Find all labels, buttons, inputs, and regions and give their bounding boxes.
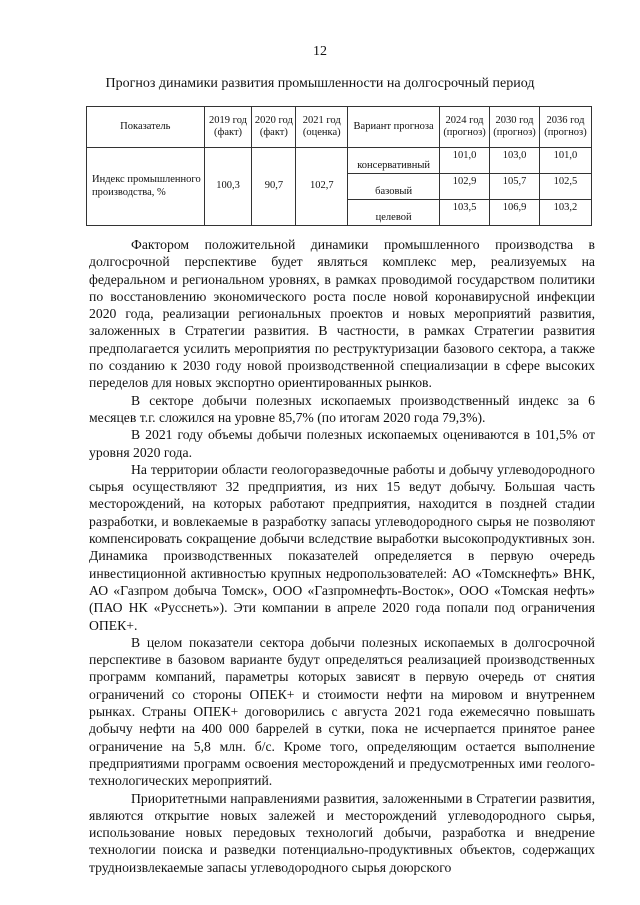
value-2020: 90,7 <box>252 148 296 226</box>
value-2036-target: 103,2 <box>539 200 591 226</box>
forecast-table <box>86 106 592 226</box>
header-2020: 2020 год (факт) <box>252 107 296 148</box>
value-2021: 102,7 <box>296 148 348 226</box>
value-2019: 100,3 <box>204 148 252 226</box>
body-text <box>89 236 595 876</box>
table-header-row <box>87 107 592 148</box>
header-2030: 2030 год (прогноз) <box>490 107 540 148</box>
indicator-name: Индекс промышленного производства, % <box>87 148 205 226</box>
variant-target: целевой <box>348 200 440 226</box>
table-title: Прогноз динамики развития промышленности на долгосрочный период <box>105 76 535 91</box>
header-2036: 2036 год (прогноз) <box>539 107 591 148</box>
variant-conservative: консервативный <box>348 148 440 174</box>
header-indicator: Показатель <box>87 107 205 148</box>
value-2030-target: 106,9 <box>490 200 540 226</box>
paragraph: В 2021 году объемы добычи полезных ископаемых оцениваются в 101,5% от уровня 2020 года. <box>89 427 595 460</box>
paragraph: Фактором положительной динамики промышленного производства в долгосрочной перспективе будет являться комплекс мер, реализуемых на федеральном и региональном уровнях, в рамках проводимой государством политики по восстановлению экономического роста после новой коронавирусной инфекции 2020 года, реализации региональных проектов и новых мероприятий развития, заложенных в Стратегии развития. В частности, в рамках Стратегии развития предполагается усилить мероприятия по реструктуризации базового сектора, а также по созданию к 2030 году новой производственной специализации в сфере высоких переделов для новых экспортно ориентированных рынков. <box>89 237 595 391</box>
value-2024-base: 102,9 <box>440 174 490 200</box>
table-row <box>87 148 592 174</box>
paragraph: Приоритетными направлениями развития, заложенными в Стратегии развития, являются открытие новых залежей и месторождений углеводородного сырья, использование новых передовых технологий добычи, разработка и внедрение технологии поиска и разведки потенциально-продуктивных объектов, содержащих трудноизвлекаемые запасы углеводородного сырья доюрского <box>89 790 595 875</box>
value-2030-base: 105,7 <box>490 174 540 200</box>
header-2021: 2021 год (оценка) <box>296 107 348 148</box>
paragraph: В целом показатели сектора добычи полезных ископаемых в долгосрочной перспективе в базовом варианте будут определяться реализацией производственных программ компаний, параметры которых зависят в первую очередь от снятия ограничений со стороны ОПЕК+ и стоимости нефти на мировом и внутреннем рынках. Страны ОПЕК+ договорились с августа 2021 года ежемесячно повышать добычу нефти на 400 000 баррелей в сутки, пока не исчерпается принятое ранее ограничение на 5,8 млн. б/с. Кроме того, определяющим остается выполнение предприятиями программ освоения месторождений и предусмотренных ими геолого-технологических мероприятий. <box>89 634 595 789</box>
variant-base: базовый <box>348 174 440 200</box>
paragraph: На территории области геологоразведочные работы и добычу углеводородного сырья осуществляют 32 предприятия, из них 15 ведут добычу. Большая часть месторождений, на которых работают предприятия, находится в поздней стадии разработки, и вовлекаемые в разработку запасы углеводородного сырья не позволяют компенсировать сокращение добычи вследствие выработки высокопродуктивных зон. Динамика производственных показателей определяется в первую очередь инвестиционной активностью крупных недропользователей: АО «Томскнефть» ВНК, АО «Газпром добыча Томск», ООО «Газпромнефть-Восток», ООО «Томская нефть» (ПАО НК «Русснеть»). Эти компании в апреле 2020 года попали под ограничения ОПЕК+. <box>89 461 595 633</box>
header-2024: 2024 год (прогноз) <box>440 107 490 148</box>
value-2030-conservative: 103,0 <box>490 148 540 174</box>
page-number: 12 <box>313 44 327 59</box>
value-2024-conservative: 101,0 <box>440 148 490 174</box>
header-2019: 2019 год (факт) <box>204 107 252 148</box>
header-variant: Вариант прогноза <box>348 107 440 148</box>
paragraph: В секторе добычи полезных ископаемых производственный индекс за 6 месяцев т.г. сложился на уровне 85,7% (по итогам 2020 года 79,3%). <box>89 392 595 425</box>
value-2024-target: 103,5 <box>440 200 490 226</box>
value-2036-conservative: 101,0 <box>539 148 591 174</box>
value-2036-base: 102,5 <box>539 174 591 200</box>
